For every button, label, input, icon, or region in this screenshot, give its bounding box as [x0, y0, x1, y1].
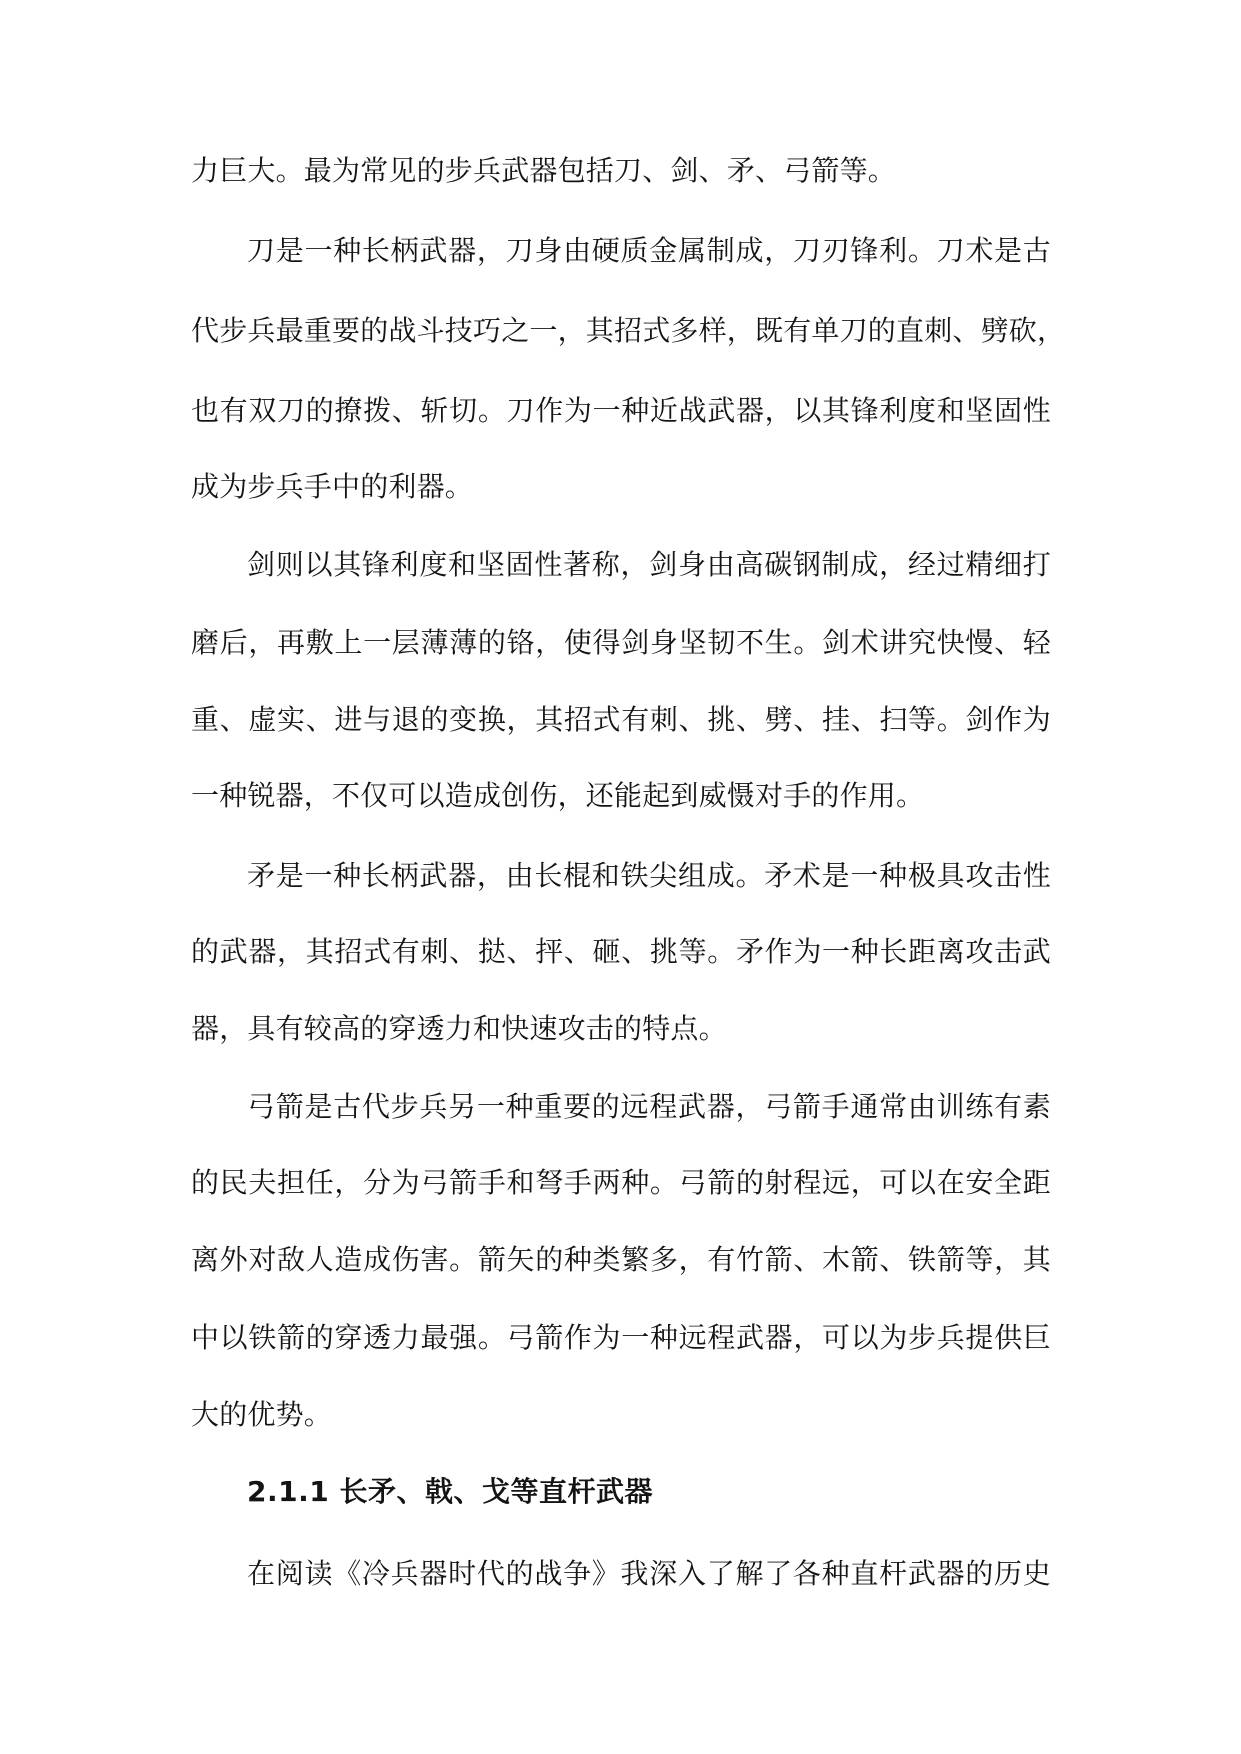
paragraph-line: 大的优势。	[191, 1398, 333, 1431]
section-heading: 2.1.1 长矛、戟、戈等直杆武器	[247, 1475, 653, 1508]
paragraph-line: 的武器，其招式有刺、挞、抨、砸、挑等。矛作为一种长距离攻击武	[191, 935, 1051, 968]
paragraph-line: 离外对敌人造成伤害。箭矢的种类繁多，有竹箭、木箭、铁箭等，其	[191, 1243, 1051, 1276]
paragraph-line: 矛是一种长柄武器，由长棍和铁尖组成。矛术是一种极具攻击性	[247, 859, 1051, 892]
paragraph-line: 重、虚实、进与退的变换，其招式有刺、挑、劈、挂、扫等。剑作为	[191, 703, 1051, 736]
paragraph-line: 磨后，再敷上一层薄薄的铬，使得剑身坚韧不生。剑术讲究快慢、轻	[191, 626, 1051, 659]
paragraph-line: 成为步兵手中的利器。	[191, 470, 474, 503]
paragraph-line: 力巨大。最为常见的步兵武器包括刀、剑、矛、弓箭等。	[191, 154, 897, 187]
paragraph-line: 的民夫担任，分为弓箭手和弩手两种。弓箭的射程远，可以在安全距	[191, 1166, 1051, 1199]
paragraph-line: 在阅读《冷兵器时代的战争》我深入了解了各种直杆武器的历史	[247, 1557, 1051, 1590]
paragraph-line: 代步兵最重要的战斗技巧之一，其招式多样，既有单刀的直刺、劈砍，	[191, 314, 1066, 347]
paragraph-line: 器，具有较高的穿透力和快速攻击的特点。	[191, 1012, 727, 1045]
paragraph-line: 也有双刀的撩拨、斩切。刀作为一种近战武器，以其锋利度和坚固性	[191, 394, 1051, 427]
paragraph-line: 刀是一种长柄武器，刀身由硬质金属制成，刀刃锋利。刀术是古	[247, 234, 1051, 267]
paragraph-line: 剑则以其锋利度和坚固性著称，剑身由高碳钢制成，经过精细打	[247, 548, 1051, 581]
paragraph-line: 中以铁箭的穿透力最强。弓箭作为一种远程武器，可以为步兵提供巨	[191, 1321, 1051, 1354]
paragraph-line: 弓箭是古代步兵另一种重要的远程武器，弓箭手通常由训练有素	[247, 1090, 1051, 1123]
paragraph-line: 一种锐器，不仅可以造成创伤，还能起到威慑对手的作用。	[191, 779, 925, 812]
